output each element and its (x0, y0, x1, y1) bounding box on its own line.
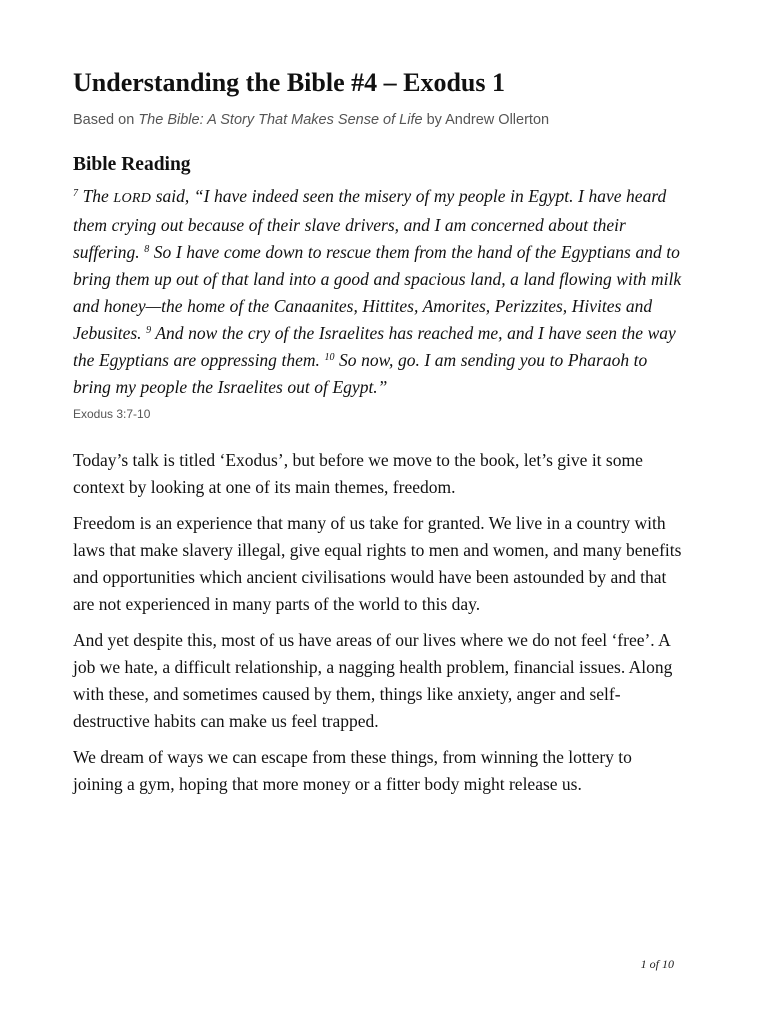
verse-number-9: 9 (146, 325, 152, 336)
verse-number-7: 7 (73, 188, 78, 199)
verse-7-text: said, “I have indeed seen the misery of my people in Egypt. I have heard them crying out because of their slave drivers, and I am concerned about their suffering. (73, 186, 667, 262)
verse-8-text: So I have come down to rescue them from the hand of the Egyptians and to bring them up out of that land into a good and spacious land, a land flowing with milk and honey—the home of the Canaanites, Hittites, Amorites, Perizzites, Hivites and Jebusites. (73, 242, 682, 343)
body-paragraph-4: We dream of ways we can escape from these things, from winning the lottery to joining a gym, hoping that more money or a fitter body might release us. (73, 747, 632, 794)
body-paragraph-1: Today’s talk is titled ‘Exodus’, but before we move to the book, let’s give it some context by looking at one of its main themes, freedom. (73, 450, 643, 497)
verse-10-text: So now, go. I am sending you to Pharaoh to bring my people the Israelites out of Egypt.” (73, 350, 648, 397)
bible-reading (73, 183, 683, 401)
page-title: Understanding the Bible #4 – Exodus 1 (73, 68, 505, 97)
verse-7-start: The (82, 186, 114, 206)
subtitle (73, 110, 683, 130)
page-number: 1 of 10 (640, 957, 674, 971)
body-paragraph-2: Freedom is an experience that many of us take for granted. We live in a country with laws that make slavery illegal, give equal rights to men and women, and many benefits and opportunities which ancient civilisations would have been astounded by and that are not experienced in many parts of the world to this day. (73, 513, 682, 614)
subtitle-suffix: by Andrew Ollerton (422, 112, 550, 128)
lord-small-caps: LORD (113, 191, 152, 206)
verse-number-8: 8 (144, 244, 150, 255)
verse-number-10: 10 (324, 352, 335, 363)
verse-9-text: And now the cry of the Israelites has reached me, and I have seen the way the Egyptians are oppressing them. (73, 323, 676, 370)
book-title: The Bible: A Story That Makes Sense of Life (138, 112, 423, 128)
document-page (73, 66, 683, 798)
body-paragraph-3: And yet despite this, most of us have areas of our lives where we do not feel ‘free’. A job we hate, a difficult relationship, a nagging health problem, financial issues. Along with these, and sometimes caused by them, things like anxiety, anger and self-destructive habits can make us feel trapped. (73, 630, 673, 731)
scripture-reference: Exodus 3:7-10 (73, 407, 151, 421)
subtitle-prefix: Based on (73, 112, 139, 128)
section-heading: Bible Reading (73, 154, 191, 175)
